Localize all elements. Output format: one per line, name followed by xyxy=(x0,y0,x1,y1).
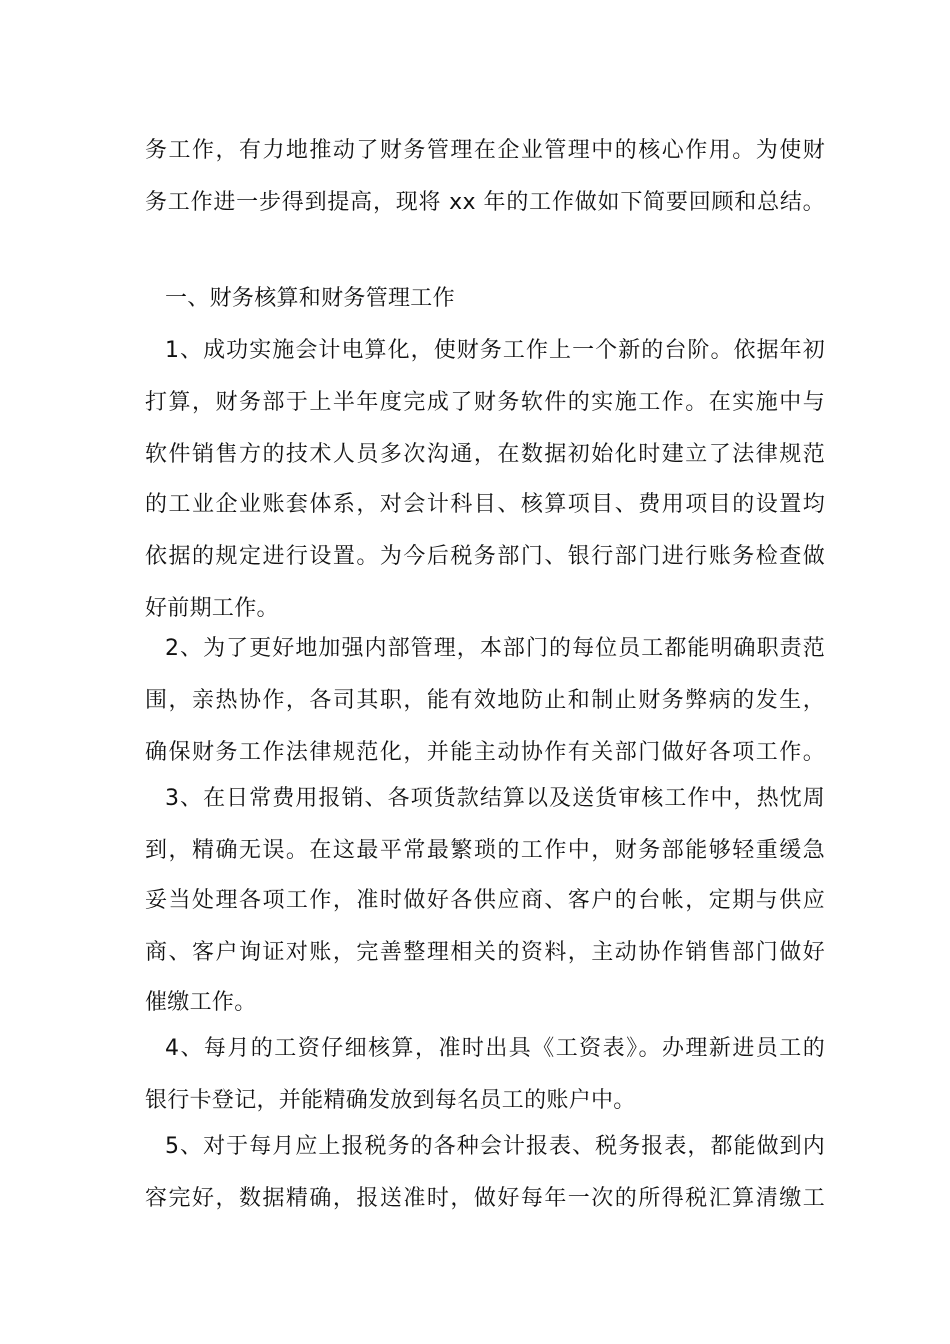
paragraph-line: 银行卡登记，并能精确发放到每名员工的账户中。 xyxy=(145,1088,636,1113)
paragraph-line: 妥当处理各项工作，准时做好各供应商、客户的台帐，定期与供应 xyxy=(145,888,825,913)
paragraph-line: 4、每月的工资仔细核算，准时出具《工资表》。办理新进员工的 xyxy=(165,1036,825,1061)
paragraph-line: 催缴工作。 xyxy=(145,990,257,1015)
paragraph-line: 商、客户询证对账，完善整理相关的资料，主动协作销售部门做好 xyxy=(145,940,825,965)
section-heading: 一、财务核算和财务管理工作 xyxy=(165,286,455,311)
paragraph-line: 确保财务工作法律规范化，并能主动协作有关部门做好各项工作。 xyxy=(145,740,825,765)
paragraph-line: 务工作，有力地推动了财务管理在企业管理中的核心作用。为使财 xyxy=(145,138,825,163)
paragraph-line: 到，精确无误。在这最平常最繁琐的工作中，财务部能够轻重缓急 xyxy=(145,838,825,863)
paragraph-line: 依据的规定进行设置。为今后税务部门、银行部门进行账务检查做 xyxy=(145,544,825,569)
paragraph-line: 2、为了更好地加强内部管理，本部门的每位员工都能明确职责范 xyxy=(165,636,825,661)
paragraph-line: 好前期工作。 xyxy=(145,596,279,621)
paragraph-line: 务工作进一步得到提高，现将 xx 年的工作做如下简要回顾和总结。 xyxy=(145,190,825,215)
paragraph-line: 5、对于每月应上报税务的各种会计报表、税务报表，都能做到内 xyxy=(165,1134,825,1159)
paragraph-line: 1、成功实施会计电算化，使财务工作上一个新的台阶。依据年初 xyxy=(165,338,825,363)
paragraph-line: 打算，财务部于上半年度完成了财务软件的实施工作。在实施中与 xyxy=(145,390,825,415)
paragraph-line: 软件销售方的技术人员多次沟通，在数据初始化时建立了法律规范 xyxy=(145,442,825,467)
paragraph-line: 容完好，数据精确，报送准时，做好每年一次的所得税汇算清缴工 xyxy=(145,1186,825,1211)
paragraph-line: 3、在日常费用报销、各项货款结算以及送货审核工作中，热忱周 xyxy=(165,786,825,811)
paragraph-line: 的工业企业账套体系，对会计科目、核算项目、费用项目的设置均 xyxy=(145,492,825,517)
paragraph-line: 围，亲热协作，各司其职，能有效地防止和制止财务弊病的发生， xyxy=(145,688,825,713)
